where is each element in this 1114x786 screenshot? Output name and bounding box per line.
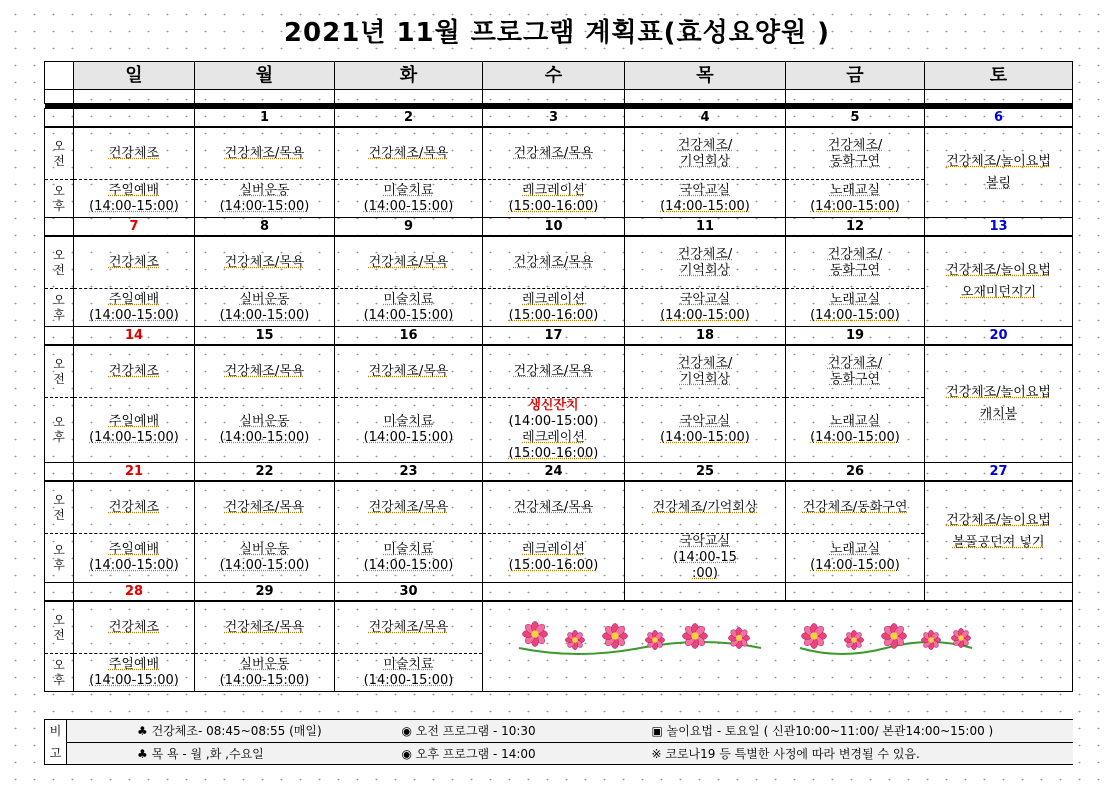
date-label-cell	[45, 327, 74, 346]
note-exercise: ♣ 건강체조- 08:45~08:55 (매일)	[67, 720, 342, 743]
am-program-text: 건강체조/ 기억회상	[677, 137, 733, 169]
corner-cell	[45, 62, 74, 90]
am-program-text: 건강체조/ 동화구연	[827, 137, 883, 169]
pm-program-text: 노래교실 (14:00-15:00)	[810, 182, 900, 214]
pm-program	[195, 654, 335, 692]
pm-label: 오 후	[45, 398, 74, 463]
am-program-text: 건강체조	[108, 145, 160, 161]
empty-date-cell	[786, 583, 925, 602]
flower-icon	[682, 623, 707, 648]
am-program-text: 건강체조/동화구연	[802, 499, 908, 515]
am-program	[335, 236, 483, 289]
date-cell: 26	[786, 463, 925, 482]
weekday-header: 수	[483, 62, 625, 90]
am-program	[195, 345, 335, 398]
date-cell: 5	[786, 109, 925, 128]
pm-program-text: 노래교실 (14:00-15:00)	[810, 542, 900, 573]
am-program-text: 건강체조/목욕	[513, 363, 594, 379]
pm-program-text: 국악교실 (14:00-15:00)	[660, 414, 750, 445]
am-program	[786, 481, 925, 534]
pm-program	[625, 398, 786, 463]
birthday-time: (14:00-15:00)	[508, 414, 599, 429]
am-program-text: 건강체조/목욕	[224, 619, 305, 635]
pm-program	[74, 398, 195, 463]
saturday-program-text: 건강체조/놀이요법 캐치볼	[946, 385, 1051, 422]
pm-program	[483, 534, 625, 583]
am-program-text: 건강체조/기억회상	[652, 499, 758, 515]
flower-icon	[844, 630, 863, 649]
spacer-cell	[74, 90, 195, 104]
date-cell: 11	[625, 218, 786, 237]
pm-program	[195, 289, 335, 327]
flower-icon	[602, 623, 627, 648]
am-program-text: 건강체조/목욕	[224, 145, 305, 161]
date-cell: 22	[195, 463, 335, 482]
pm-program	[195, 180, 335, 218]
am-program	[195, 481, 335, 534]
schedule-table	[44, 61, 1073, 692]
pm-program	[483, 398, 625, 463]
am-label: 오 전	[45, 345, 74, 398]
date-cell: 16	[335, 327, 483, 346]
am-program-text: 건강체조/목욕	[513, 499, 594, 515]
pm-program	[74, 654, 195, 692]
date-cell: 12	[786, 218, 925, 237]
weekday-header: 일	[74, 62, 195, 90]
pm-label: 오 후	[45, 289, 74, 327]
pm-program-text: 국악교실 (14:00-15:00)	[660, 182, 750, 214]
date-label-cell	[45, 109, 74, 128]
pm-program	[786, 534, 925, 583]
pm-program	[74, 289, 195, 327]
pm-program	[625, 180, 786, 218]
date-cell: 20	[925, 327, 1073, 346]
date-cell: 29	[195, 583, 335, 602]
pm-program	[625, 289, 786, 327]
page-title: 2021년 11월 프로그램 계획표(효성요양원 )	[283, 18, 831, 48]
pm-program-text: 실버운동 (14:00-15:00)	[219, 182, 310, 214]
pm-program-text: 레크레이션 (15:00-16:00)	[508, 542, 599, 573]
date-label-cell	[45, 583, 74, 602]
am-program-text: 건강체조/목욕	[224, 499, 305, 515]
flower-icon	[921, 630, 940, 649]
pm-program-text: 레크레이션 (15:00-16:00)	[508, 291, 599, 323]
pm-program	[335, 398, 483, 463]
spacer-cell	[195, 90, 335, 104]
pm-program-text: 국악교실 (14:00-15 :00)	[673, 534, 737, 581]
pm-program	[74, 534, 195, 583]
flower-icon	[645, 630, 664, 649]
am-program	[625, 481, 786, 534]
am-program-text: 건강체조/목욕	[368, 145, 449, 161]
notes-table	[44, 719, 1073, 765]
am-program	[335, 345, 483, 398]
am-program	[195, 127, 335, 180]
date-cell	[74, 109, 195, 128]
spacer-cell	[335, 90, 483, 104]
date-cell: 17	[483, 327, 625, 346]
pm-program-text: 레크레이션 (15:00-16:00)	[508, 182, 599, 214]
pm-program-text: 실버운동 (14:00-15:00)	[219, 291, 310, 323]
notes-label: 비 고	[45, 720, 67, 765]
saturday-program	[925, 236, 1073, 327]
pm-program-text: 주일예배 (14:00-15:00)	[89, 414, 179, 445]
pm-program	[786, 398, 925, 463]
date-cell: 13	[925, 218, 1073, 237]
pm-program	[195, 534, 335, 583]
weekday-header: 토	[925, 62, 1073, 90]
date-cell: 27	[925, 463, 1073, 482]
date-cell: 2	[335, 109, 483, 128]
pm-program-text: 미술치료 (14:00-15:00)	[363, 414, 454, 445]
pm-program-text: 미술치료 (14:00-15:00)	[363, 656, 454, 688]
am-program-text: 건강체조/목욕	[224, 254, 305, 270]
pm-program	[625, 534, 786, 583]
weekday-header: 금	[786, 62, 925, 90]
pm-program-text: 미술치료 (14:00-15:00)	[363, 542, 454, 573]
am-program	[335, 481, 483, 534]
am-program	[74, 481, 195, 534]
date-cell: 21	[74, 463, 195, 482]
am-program	[195, 236, 335, 289]
date-cell: 25	[625, 463, 786, 482]
am-program	[625, 236, 786, 289]
flower-icon	[728, 627, 749, 648]
pm-label: 오 후	[45, 534, 74, 583]
pm-program	[335, 654, 483, 692]
pm-program	[483, 289, 625, 327]
pm-program	[335, 180, 483, 218]
weekday-header: 화	[335, 62, 483, 90]
note-covid: ※ 코로나19 등 특별한 사정에 따라 변경될 수 있음.	[612, 742, 1073, 765]
date-cell: 6	[925, 109, 1073, 128]
am-label: 오 전	[45, 601, 74, 654]
note-play-therapy: ▣ 놀이요법 - 토요일 ( 신관10:00~11:00/ 본관14:00~15:00 )	[612, 720, 1073, 743]
pm-program-text: 실버운동 (14:00-15:00)	[219, 542, 310, 573]
flower-decoration-right	[796, 618, 976, 662]
flower-icon	[522, 621, 547, 646]
am-program	[483, 345, 625, 398]
pm-program-text: 주일예배 (14:00-15:00)	[89, 182, 179, 214]
date-cell: 15	[195, 327, 335, 346]
spacer-cell	[45, 90, 74, 104]
am-program	[74, 127, 195, 180]
note-bath: ♣ 목 욕 - 월 ,화 ,수요일	[67, 742, 342, 765]
am-program-text: 건강체조	[108, 619, 160, 635]
saturday-program-text: 건강체조/놀이요법 볼풀공던져 넣기	[946, 513, 1051, 550]
pm-label: 오 후	[45, 180, 74, 218]
am-program	[483, 481, 625, 534]
am-program-text: 건강체조	[108, 254, 160, 270]
empty-date-cell	[483, 583, 625, 602]
spacer-cell	[925, 90, 1073, 104]
am-program-text: 건강체조/ 기억회상	[677, 355, 733, 387]
saturday-program	[925, 345, 1073, 463]
date-cell: 1	[195, 109, 335, 128]
empty-date-cell	[925, 583, 1073, 602]
am-program	[786, 345, 925, 398]
pm-program-text: 실버운동 (14:00-15:00)	[219, 414, 310, 445]
pm-program-text: 국악교실 (14:00-15:00)	[660, 291, 750, 323]
am-program-text: 건강체조	[108, 363, 160, 379]
pm-program-text: 레크레이션 (15:00-16:00)	[508, 430, 599, 461]
pm-program	[786, 289, 925, 327]
pm-program	[74, 180, 195, 218]
am-program	[483, 236, 625, 289]
am-program-text: 건강체조/목욕	[368, 499, 449, 515]
am-program-text: 건강체조/목욕	[368, 619, 449, 635]
am-program	[74, 601, 195, 654]
date-cell: 18	[625, 327, 786, 346]
pm-program-text: 미술치료 (14:00-15:00)	[363, 182, 454, 214]
empty-date-cell	[625, 583, 786, 602]
date-cell: 4	[625, 109, 786, 128]
spacer-cell	[786, 90, 925, 104]
am-program-text: 건강체조/목욕	[368, 363, 449, 379]
am-program	[625, 345, 786, 398]
pm-program-text: 노래교실 (14:00-15:00)	[810, 291, 900, 323]
pm-program-text: 주일예배 (14:00-15:00)	[89, 291, 179, 323]
am-label: 오 전	[45, 481, 74, 534]
am-label: 오 전	[45, 236, 74, 289]
am-program-text: 건강체조/ 동화구연	[827, 355, 883, 387]
flower-icon	[801, 623, 826, 648]
date-cell: 9	[335, 218, 483, 237]
date-cell: 3	[483, 109, 625, 128]
pm-program-text: 노래교실 (14:00-15:00)	[810, 414, 900, 445]
am-program	[483, 127, 625, 180]
date-cell: 24	[483, 463, 625, 482]
note-am-program: ◉ 오전 프로그램 - 10:30	[342, 720, 612, 743]
pm-program-text: 실버운동 (14:00-15:00)	[219, 656, 310, 688]
flower-decoration-left	[515, 618, 765, 662]
am-program	[74, 236, 195, 289]
date-label-cell	[45, 218, 74, 237]
flower-icon	[881, 623, 906, 648]
am-label: 오 전	[45, 127, 74, 180]
am-program	[195, 601, 335, 654]
am-program	[786, 236, 925, 289]
am-program-text: 건강체조/목욕	[224, 363, 305, 379]
spacer-cell	[483, 90, 625, 104]
pm-program	[335, 534, 483, 583]
saturday-program-text: 건강체조/놀이요법 볼링	[946, 153, 1051, 191]
flower-icon	[951, 628, 970, 647]
spacer-cell	[625, 90, 786, 104]
birthday-party: 생신잔치	[528, 398, 579, 413]
flower-icon	[565, 630, 584, 649]
am-program	[74, 345, 195, 398]
saturday-program	[925, 481, 1073, 583]
am-program	[335, 127, 483, 180]
pm-program-text: 미술치료 (14:00-15:00)	[363, 291, 454, 323]
weekday-header: 월	[195, 62, 335, 90]
date-label-cell	[45, 463, 74, 482]
date-cell: 19	[786, 327, 925, 346]
pm-program	[195, 398, 335, 463]
am-program	[786, 127, 925, 180]
am-program-text: 건강체조/ 동화구연	[827, 246, 883, 278]
pm-program-text: 주일예배 (14:00-15:00)	[89, 542, 179, 573]
am-program-text: 건강체조/ 기억회상	[677, 246, 733, 278]
am-program-text: 건강체조/목욕	[513, 254, 594, 270]
pm-program	[335, 289, 483, 327]
date-cell: 23	[335, 463, 483, 482]
date-cell: 7	[74, 218, 195, 237]
am-program	[625, 127, 786, 180]
weekday-header: 목	[625, 62, 786, 90]
saturday-program	[925, 127, 1073, 218]
am-program-text: 건강체조/목욕	[513, 145, 594, 161]
date-cell: 10	[483, 218, 625, 237]
saturday-program-text: 건강체조/놀이요법 오재미던지기	[946, 262, 1051, 300]
date-cell: 14	[74, 327, 195, 346]
pm-program	[786, 180, 925, 218]
am-program-text: 건강체조	[108, 499, 160, 515]
date-cell: 8	[195, 218, 335, 237]
pm-program	[483, 180, 625, 218]
am-program-text: 건강체조/목욕	[368, 254, 449, 270]
stem-line	[519, 642, 761, 654]
am-program	[335, 601, 483, 654]
pm-label: 오 후	[45, 654, 74, 692]
note-pm-program: ◉ 오후 프로그램 - 14:00	[342, 742, 612, 765]
pm-program-text: 주일예배 (14:00-15:00)	[89, 656, 179, 688]
date-cell: 30	[335, 583, 483, 602]
date-cell: 28	[74, 583, 195, 602]
